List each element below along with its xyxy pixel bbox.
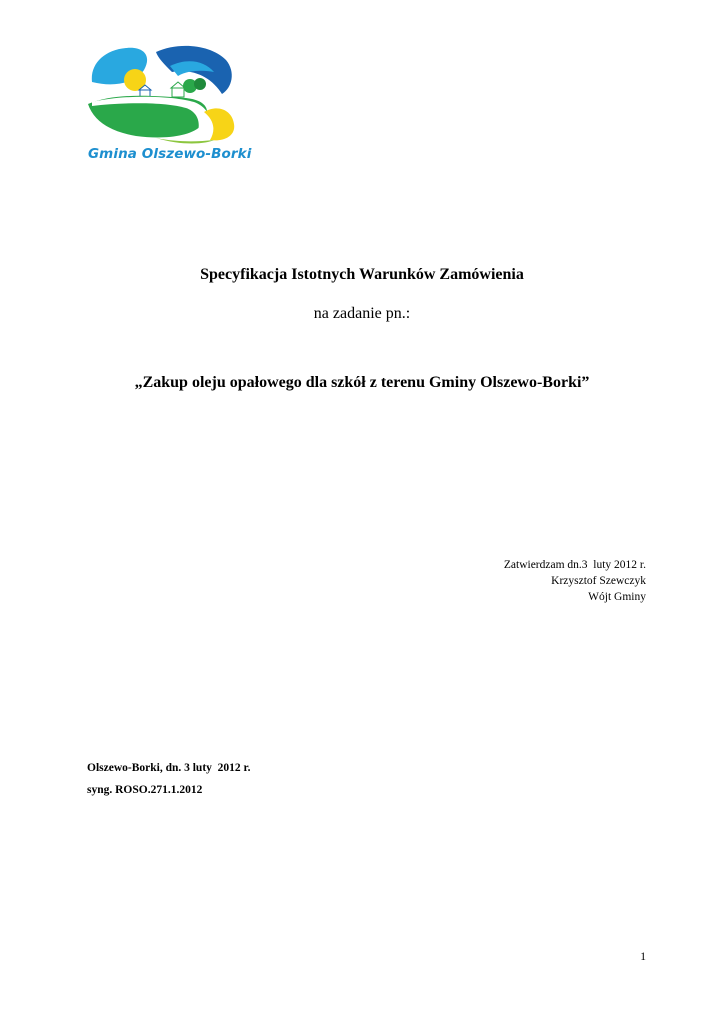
gmina-emblem: [86, 42, 242, 146]
logo-text: Gmina Olszewo-Borki: [88, 146, 252, 162]
approval-block: [504, 557, 646, 605]
document-subtitle: na zadanie pn.:: [313, 305, 411, 322]
place-date: Olszewo-Borki, dn. 3 luty 2012 r.: [87, 762, 251, 774]
document-title: Specyfikacja Istotnych Warunków Zamówienia: [200, 266, 524, 283]
approval-line-name: Krzysztof Szewczyk: [551, 575, 646, 587]
page-number: 1: [640, 951, 646, 963]
footer-info: [87, 757, 250, 801]
approval-line-date: Zatwierdzam dn.3 luty 2012 r.: [503, 559, 646, 571]
approval-line-position: Wójt Gminy: [588, 591, 646, 603]
reference-number: syng. ROSO.271.1.2012: [87, 784, 203, 796]
task-name: „Zakup oleju opałowego dla szkół z terenu Gminy Olszewo-Borki”: [134, 374, 590, 391]
gmina-logo: [86, 42, 252, 170]
